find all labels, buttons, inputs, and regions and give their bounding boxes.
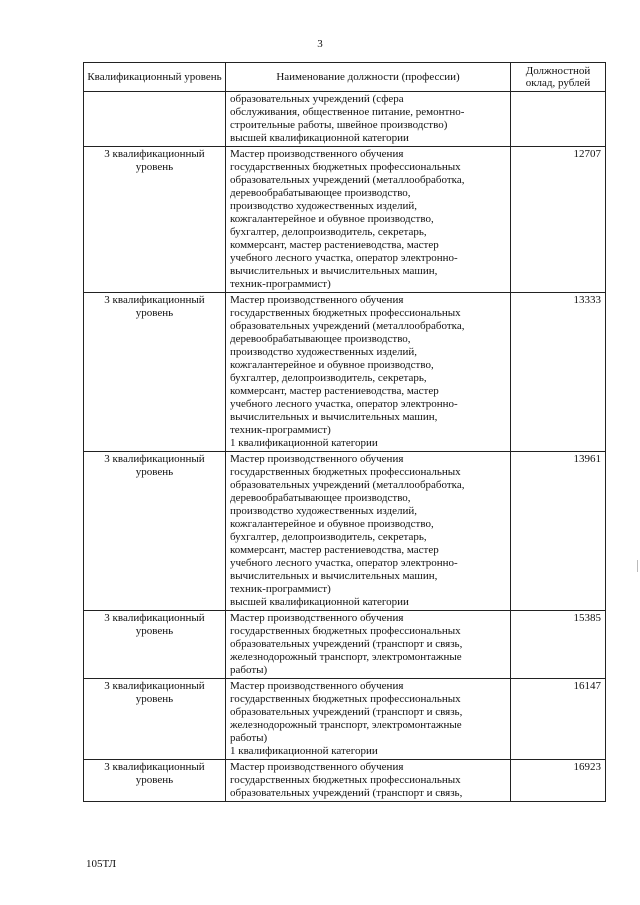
position-text-line: образовательных учреждений (транспорт и связь, (230, 787, 463, 799)
table-row (84, 611, 606, 679)
position-text-line: коммерсант, мастер растениеводства, мастер (230, 385, 439, 397)
salary-cell: 16923 (511, 760, 606, 802)
position-text-line: государственных бюджетных профессиональных (230, 466, 461, 478)
table-row (84, 760, 606, 802)
page-number: 3 (317, 38, 323, 50)
position-text-line: производство художественных изделий, (230, 346, 418, 358)
position-text-line: кожгалантерейное и обувное производство, (230, 213, 434, 225)
position-text-line: Мастер производственного обучения (230, 612, 404, 624)
position-text-line: железнодорожный транспорт, электромонтажные (230, 651, 462, 663)
position-text-line: строительные работы, швейное производство) (230, 119, 448, 131)
position-text-line: вычислительных и вычислительных машин, (230, 411, 438, 423)
position-text-line: образовательных учреждений (транспорт и связь, (230, 706, 463, 718)
header-level: Квалификационный уровень (84, 63, 226, 92)
position-name-cell (226, 92, 511, 147)
salary-cell: 13961 (511, 452, 606, 611)
position-text-line: образовательных учреждений (металлообработка, (230, 174, 465, 186)
scan-edge-mark (637, 560, 638, 572)
salary-cell (511, 92, 606, 147)
position-text-line: государственных бюджетных профессиональных (230, 307, 461, 319)
position-text-line: деревообрабатывающее производство, (230, 333, 411, 345)
header-position: Наименование должности (профессии) (226, 63, 511, 92)
position-text-line: производство художественных изделий, (230, 200, 418, 212)
position-text-line: 1 квалификационной категории (230, 745, 378, 757)
position-name-cell (226, 611, 511, 679)
position-text-line: техник-программист) (230, 278, 331, 290)
qualification-level-cell: 3 квалификационный уровень (84, 293, 226, 452)
position-name-cell (226, 293, 511, 452)
document-code: 105ТЛ (86, 858, 117, 870)
position-name-cell (226, 679, 511, 760)
salary-cell: 16147 (511, 679, 606, 760)
position-text-line: образовательных учреждений (металлообработка, (230, 320, 465, 332)
position-text-line: государственных бюджетных профессиональных (230, 625, 461, 637)
header-salary: Должностной оклад, рублей (511, 63, 606, 92)
table-row (84, 92, 606, 147)
qualification-level-cell (84, 92, 226, 147)
position-name-cell (226, 452, 511, 611)
position-text-line: учебного лесного участка, оператор электронно- (230, 252, 458, 264)
position-name-cell (226, 760, 511, 802)
position-text-line: техник-программист) (230, 424, 331, 436)
position-text-line: деревообрабатывающее производство, (230, 187, 411, 199)
position-text-line: Мастер производственного обучения (230, 680, 404, 692)
position-text-line: вычислительных и вычислительных машин, (230, 265, 438, 277)
position-text-line: бухгалтер, делопроизводитель, секретарь, (230, 531, 427, 543)
table-row (84, 147, 606, 293)
salary-cell: 12707 (511, 147, 606, 293)
position-text-line: 1 квалификационной категории (230, 437, 378, 449)
qualification-level-cell: 3 квалификационный уровень (84, 679, 226, 760)
table-row (84, 293, 606, 452)
position-text-line: коммерсант, мастер растениеводства, мастер (230, 544, 439, 556)
position-text-line: производство художественных изделий, (230, 505, 418, 517)
qualification-level-cell: 3 квалификационный уровень (84, 760, 226, 802)
position-text-line: Мастер производственного обучения (230, 148, 404, 160)
position-text-line: государственных бюджетных профессиональных (230, 161, 461, 173)
position-text-line: государственных бюджетных профессиональных (230, 774, 461, 786)
table-row (84, 679, 606, 760)
qualification-level-cell: 3 квалификационный уровень (84, 611, 226, 679)
position-text-line: высшей квалификационной категории (230, 596, 409, 608)
position-text-line: государственных бюджетных профессиональных (230, 693, 461, 705)
position-text-line: учебного лесного участка, оператор электронно- (230, 398, 458, 410)
position-text-line: вычислительных и вычислительных машин, (230, 570, 438, 582)
salary-cell: 13333 (511, 293, 606, 452)
qualification-level-cell: 3 квалификационный уровень (84, 147, 226, 293)
table-body (84, 92, 606, 802)
qualification-level-cell: 3 квалификационный уровень (84, 452, 226, 611)
position-text-line: обслуживания, общественное питание, ремонтно- (230, 106, 465, 118)
position-text-line: образовательных учреждений (транспорт и связь, (230, 638, 463, 650)
table-row (84, 452, 606, 611)
table-header-row (84, 63, 606, 92)
position-text-line: коммерсант, мастер растениеводства, мастер (230, 239, 439, 251)
position-text-line: образовательных учреждений (металлообработка, (230, 479, 465, 491)
position-text-line: Мастер производственного обучения (230, 761, 404, 773)
position-text-line: работы) (230, 732, 268, 744)
position-text-line: кожгалантерейное и обувное производство, (230, 359, 434, 371)
position-text-line: учебного лесного участка, оператор электронно- (230, 557, 458, 569)
position-text-line: деревообрабатывающее производство, (230, 492, 411, 504)
position-text-line: кожгалантерейное и обувное производство, (230, 518, 434, 530)
position-text-line: бухгалтер, делопроизводитель, секретарь, (230, 372, 427, 384)
position-text-line: Мастер производственного обучения (230, 294, 404, 306)
position-text-line: бухгалтер, делопроизводитель, секретарь, (230, 226, 427, 238)
position-text-line: высшей квалификационной категории (230, 132, 409, 144)
salary-table (83, 62, 606, 802)
salary-cell: 15385 (511, 611, 606, 679)
position-text-line: Мастер производственного обучения (230, 453, 404, 465)
position-text-line: техник-программист) (230, 583, 331, 595)
position-text-line: работы) (230, 664, 268, 676)
position-text-line: железнодорожный транспорт, электромонтажные (230, 719, 462, 731)
position-text-line: образовательных учреждений (сфера (230, 93, 404, 105)
position-name-cell (226, 147, 511, 293)
